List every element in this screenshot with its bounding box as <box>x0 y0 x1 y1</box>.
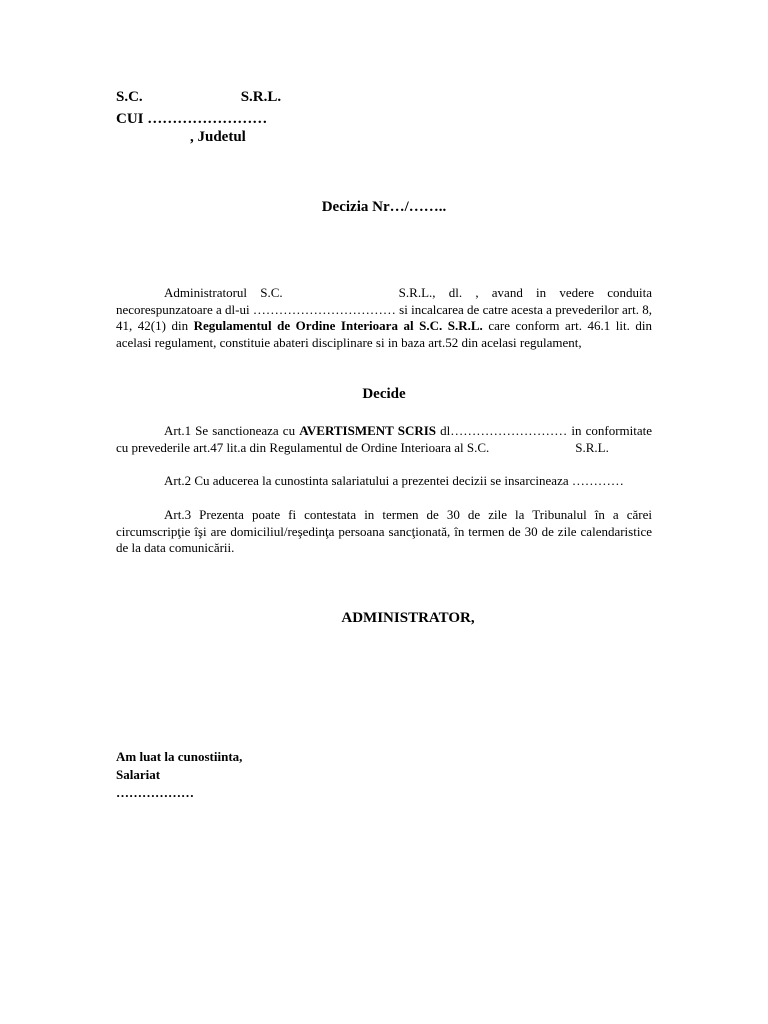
cui-line <box>116 110 267 128</box>
article-1-text-c: in conformitate cu prevederile art.47 lit.a din Regulamentul de Ordine Interioara al S.C. <box>116 423 653 455</box>
company-suffix: S.R.L. <box>240 89 282 105</box>
regulation-srl: S.R.L. <box>447 318 483 334</box>
decide-heading: Decide <box>362 386 406 402</box>
sanction-type: AVERTISMENT SCRIS <box>299 423 437 438</box>
intro-part-1: Administratorul S.C. <box>164 285 283 300</box>
intro-part-5: care conform art. 46.1 lit. din acelasi regulament, constituie abateri disciplinare si in baza art.52 din acelasi regulament, <box>116 318 653 350</box>
acknowledgement-line-2: Salariat <box>116 767 161 782</box>
intro-paragraph <box>116 285 652 351</box>
intro-part-2: S.R.L., dl. , avand in vedere conduita necorespunzatoare a dl-ui …………………………… si incalcarea de catre acesta a prevederilor art. 8, 41, 42(1) din <box>116 285 652 334</box>
article-2: Art.2 Cu aducerea la cunostinta salariatului a prezentei decizii se insarcineaza ………… <box>164 473 624 488</box>
signature-dots: ……………… <box>116 785 194 800</box>
article-1-text-d: S.R.L. <box>575 439 609 455</box>
article-1 <box>116 423 652 456</box>
cui-dots: …………………… <box>147 111 268 127</box>
cui-label: CUI <box>116 111 144 127</box>
acknowledgement-line-1: Am luat la cunostiinta, <box>116 749 243 764</box>
company-prefix: S.C. <box>116 89 143 105</box>
decision-title: Decizia Nr…/…….. <box>321 199 447 215</box>
county-line: , Judetul <box>190 129 246 145</box>
article-3: Art.3 Prezenta poate fi contestata in termen de 30 de zile la Tribunalul în a cărei circumscripţie îşi are domiciliul/reşedinţa persoana sancţionată, în termen de 30 de zile calendaristice de la data comunicării. <box>116 507 652 556</box>
signature-heading: ADMINISTRATOR, <box>341 610 475 626</box>
article-1-text-b: dl……………………… <box>440 423 568 438</box>
regulation-name: Regulamentul de Ordine Interioara al S.C. <box>193 318 443 334</box>
article-1-text-a: Art.1 Se sanctioneaza cu <box>164 423 296 438</box>
company-header <box>116 88 281 106</box>
